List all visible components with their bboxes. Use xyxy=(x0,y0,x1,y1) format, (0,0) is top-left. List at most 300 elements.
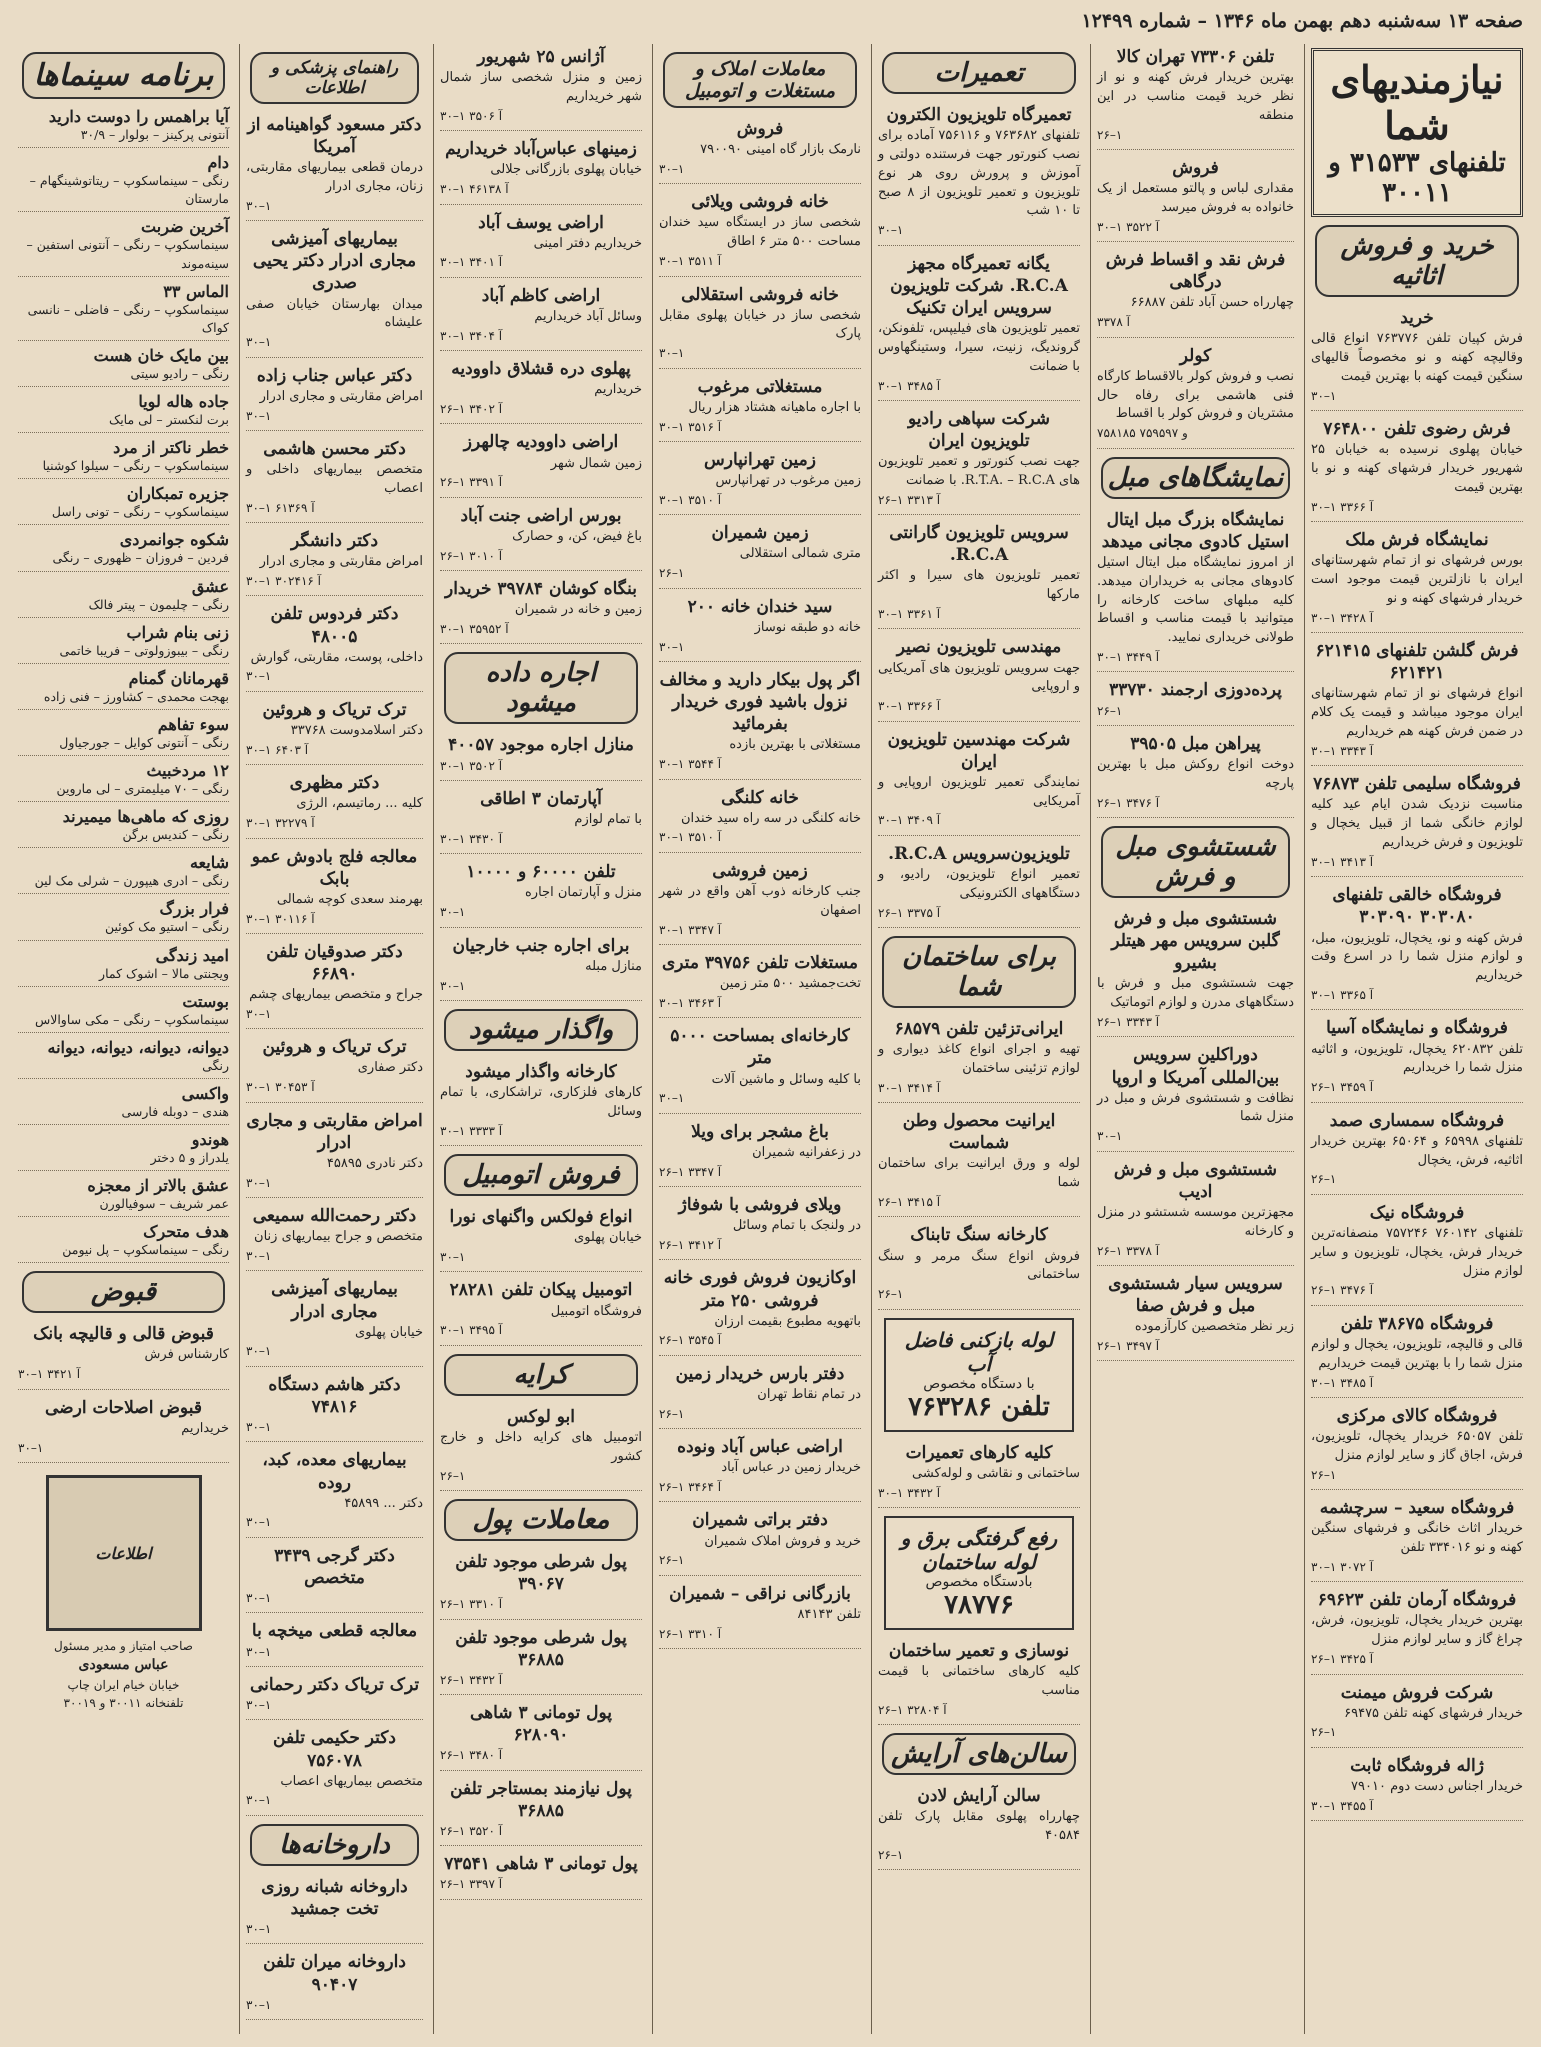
ad-code: ۲۶–۱ xyxy=(659,1406,685,1421)
classified-ad xyxy=(659,447,861,515)
ad-body: از امروز نمایشگاه مبل ایتال استیل کادوهای مجانی به خریداران میدهد. کلیه مبلهای ساخت کارخانه را میتوانید با قیمت مناسب و اقساط طولانی خریداری نمایید. xyxy=(1097,554,1294,646)
classified-ad xyxy=(246,601,423,691)
film-title: سوء تفاهم xyxy=(157,714,229,734)
ad-code: ۳۰–۱ xyxy=(1097,1129,1123,1144)
ad-headline: اوکازیون فروش فوری خانه فروشی ۲۵۰ متر xyxy=(663,1268,857,1311)
ad-code: ۳۰–۱ آ ۳۰۲۴۱۶ xyxy=(246,574,321,589)
ad-headline: دکتر عباس جناب زاده xyxy=(256,365,413,386)
ad-code: ۲۶–۱ آ ۳۴۹۷ xyxy=(1097,1339,1160,1353)
classified-ad xyxy=(659,950,861,1018)
ad-code: ۲۶–۱ آ ۳۳۷۵ xyxy=(878,905,941,920)
classified-ad xyxy=(878,1638,1080,1725)
classified-ad xyxy=(1311,882,1523,1010)
ad-body: خیابان پهلوی xyxy=(574,1230,642,1246)
ad-body: دوخت انواع روکش مبل با بهترین پارچه xyxy=(1097,757,1294,791)
ad-code: ۲۶–۱ آ ۳۴۱۵ xyxy=(878,1195,941,1210)
film-details: برت لنکستر – لی مایک xyxy=(109,412,229,427)
ad-body: خریدار اثاث خانگی و فرشهای سنگین کهنه و نو ۳۳۴۰۱۶ تلفن xyxy=(1311,1521,1523,1556)
ad-headline: معالجه قطعی میخچه با xyxy=(251,1621,418,1642)
ad-code: ۳۰–۱ xyxy=(246,669,272,684)
classified-ad xyxy=(878,1222,1080,1309)
ad-code: ۳۰–۱ آ ۶۱۳۶۹ xyxy=(246,500,315,515)
ad-body: بورس فرشهای نو از تمام شهرستانهای ایران با نازلترین قیمت موجود است خریدار فرشهای کهنه و نو xyxy=(1311,553,1523,606)
classified-ad xyxy=(440,859,642,927)
film-title: شایعه xyxy=(189,853,229,873)
imprint xyxy=(18,1637,229,1712)
ad-code: ۳۰–۱ آ ۳۳۴۳ xyxy=(1311,743,1374,758)
ad-headline: سالن آرایش لادن xyxy=(917,1786,1041,1807)
ad-code: ۲۶–۱ آ ۳۴۰۲ xyxy=(440,402,503,417)
ad-code: ۳۰–۱ آ ۳۳۳۳ xyxy=(440,1123,503,1138)
ad-code: ۳۰–۱ xyxy=(878,223,904,238)
classified-ad xyxy=(440,356,642,424)
cinema-listing xyxy=(18,853,229,894)
ad-code: ۳۰–۱ آ ۳۳۶۵ xyxy=(1311,988,1374,1003)
film-details: سینماسکوپ – رنگی – تونی راسل xyxy=(51,504,229,520)
cinema-listing xyxy=(18,392,229,433)
column-real-estate xyxy=(652,44,867,2034)
film-title: هوندو xyxy=(191,1130,229,1149)
ad-code: ۳۰–۱ xyxy=(246,1344,272,1359)
ad-code: ۲۶–۱ xyxy=(1311,1172,1337,1187)
ad-headline: فرش گلشن تلفنهای ۶۲۱۴۱۵ ۶۲۱۴۲۱ xyxy=(1315,641,1519,684)
cinema-list xyxy=(18,107,229,1263)
cinema-listing xyxy=(18,153,229,212)
section-banner-cleaning: شستشوی مبل و فرش xyxy=(1101,826,1290,898)
ad-body: داخلی، پوست، مقاربتی، گوارش xyxy=(250,649,423,665)
ad-body: تلفن ۶۲۰۸۳۲ یخچال، تلویزیون، و اثاثیه منزل شما را خریداریم xyxy=(1311,1041,1523,1076)
film-details: یلدراز و ۵ دختر xyxy=(150,1150,229,1165)
section-banner-pharmacy: داروخانه‌ها xyxy=(250,1824,419,1866)
classified-ad xyxy=(246,1874,423,1945)
ad-code: ۳۰–۱ آ ۳۳۶۱ xyxy=(878,607,941,622)
ad-body: تلفنهای ۶۵۹۹۸ و ۶۵۰۶۴ بهترین خریدار اثاثیه، فرش، یخچال xyxy=(1311,1133,1524,1168)
classified-ad xyxy=(1097,677,1294,725)
ad-code: ۲۶–۱ آ ۳۳۷۸ xyxy=(1097,1243,1160,1258)
film-details: رنگی – رادیو سیتی xyxy=(130,365,229,381)
ad-headline: فروش xyxy=(1172,158,1219,179)
ad-headline: فروشگاه سمساری صمد xyxy=(1329,1110,1505,1131)
cinema-listing xyxy=(18,807,229,848)
classified-ad xyxy=(878,1016,1080,1103)
box-ad-subline: با دستگاه مخصوص xyxy=(923,1375,1035,1392)
ad-code: ۳۰–۱ xyxy=(246,1420,272,1435)
ad-code: ۳۰–۱ آ ۳۵۲۲ xyxy=(1097,219,1160,234)
film-title: عشق بالاتر از معجزه xyxy=(87,1176,229,1196)
classified-ad xyxy=(659,1361,861,1429)
ad-body: خریداریم xyxy=(181,1420,229,1436)
ad-code: ۳۰–۱ xyxy=(246,408,272,423)
ad-headline: نوسازی و تعمیر ساختمان xyxy=(888,1640,1070,1661)
ad-headline: آپارتمان ۳ اطاقی xyxy=(480,788,602,809)
ad-body: فروش انواع سنگ مرمر و سنگ ساختمانی xyxy=(878,1248,1080,1283)
ad-body: تعمیر انواع تلویزیون، رادیو، و دستگاههای الکترونیکی xyxy=(878,866,1080,901)
ad-code: ۲۶–۱ xyxy=(659,566,685,581)
classifieds-masthead xyxy=(1311,48,1523,217)
cinema-listing xyxy=(18,1084,229,1125)
ad-code: ۳۰–۱ آ ۳۵۴۴ xyxy=(659,757,722,772)
imprint-line: عباس مسعودی xyxy=(78,1657,169,1674)
cinema-listing xyxy=(18,1222,229,1263)
ad-code: ۲۶–۱ آ ۳۳۱۰ xyxy=(440,1597,503,1612)
film-title: ۱۲ مردخبیث xyxy=(146,761,229,780)
ad-code: ۳۰–۱ آ ۳۴۸۵ xyxy=(1311,1375,1374,1390)
ad-headline: تلفن ۶۰۰۰۰ و ۱۰۰۰۰ xyxy=(466,862,616,883)
ad-headline: اراضی داوودیه چالهرز xyxy=(463,432,619,453)
film-title: جزیره تمبکاران xyxy=(126,484,229,504)
classified-ad xyxy=(659,1192,861,1260)
ad-headline: کلیه کارهای تعمیرات xyxy=(905,1442,1053,1463)
ad-headline: شرکت مهندسین تلویزیون ایران xyxy=(887,729,1071,772)
ad-headline: دکتر حکیمی تلفن ۷۵۶۰۷۸ xyxy=(273,1728,396,1771)
ad-body: کارشناس فرش xyxy=(144,1347,229,1363)
cinema-listing xyxy=(18,107,229,148)
classified-ad xyxy=(659,594,861,662)
cinema-listing xyxy=(18,761,229,802)
ad-body: نارمک بازار گاه امینی ۷۹۰۰۹۰ xyxy=(700,142,861,158)
cinema-listing xyxy=(18,899,229,940)
ad-headline: بورس اراضی جنت آباد xyxy=(460,505,622,526)
ad-code: ۳۰–۱ xyxy=(659,639,685,654)
ad-code: ۲۶–۱ آ ۳۴۶۴ xyxy=(659,1480,722,1495)
ad-code: ۳۰–۱ xyxy=(18,1440,44,1455)
ad-body: در ولنجک با تمام وسائل xyxy=(732,1218,861,1234)
section-banner-furniture: خرید و فروش اثاثیه xyxy=(1315,225,1519,297)
column-classifieds-title xyxy=(1304,44,1529,2034)
ad-code: ۳۰–۱ xyxy=(246,1698,272,1713)
ad-list xyxy=(1097,507,1294,818)
film-details: رنگی – استیو مک کوئین xyxy=(105,919,229,935)
section-banner-furniture-shows: نمایشگاهای مبل xyxy=(1101,457,1290,499)
ad-body: جهت سرویس تلویزیون های آمریکایی و اروپایی xyxy=(878,660,1080,695)
ad-headline: فرش رضوی تلفن ۷۶۴۸۰۰ xyxy=(1323,419,1511,440)
ad-list xyxy=(1097,906,1294,1361)
ad-body: ساختمانی و نقاشی و لوله‌کشی xyxy=(912,1465,1080,1481)
ad-body: بهترین خریدار یخچال، تلویزیون، فرش، چراغ گاز و سایر لوازم منزل xyxy=(1311,1613,1523,1648)
page-folio: صفحه ۱۳ سه‌شنبه دهم بهمن ماه ۱۳۴۶ – شماره ۱۲۴۹۹ xyxy=(1081,10,1523,32)
box-ad-phone: ۷۸۷۷۶ xyxy=(944,1589,1014,1620)
ad-body: کارهای فلزکاری، تراشکاری، با تمام وسائل xyxy=(440,1085,642,1119)
ad-headline: بنگاه کوشان ۳۹۷۸۴ خریدار xyxy=(444,579,638,600)
ad-body: لوله و ورق ایرانیت برای ساختمان شما xyxy=(878,1156,1080,1191)
classified-ad xyxy=(246,1543,423,1614)
cinema-listing xyxy=(18,217,229,276)
ad-list xyxy=(246,112,423,1816)
cinema-listing xyxy=(18,992,229,1033)
ad-body: تلفنهای ۷۶۰۱۴۲ ۷۵۷۲۴۶ منصفانه‌ترین خریدار فرش، یخچال، تلویزیون و سایر لوازم منزل xyxy=(1311,1225,1523,1279)
ad-body: زمین و منزل شخصی ساز شمال شهر خریداریم xyxy=(440,70,642,104)
ad-body: خانه دو طبقه نوساز xyxy=(754,619,861,635)
classified-ad xyxy=(440,933,642,1001)
ad-body: تهیه و اجرای انواع کاغذ دیواری و لوازم تزئینی ساختمان xyxy=(878,1042,1080,1076)
ad-code: ۳۰–۱ xyxy=(246,1997,272,2012)
classified-ad xyxy=(1311,1200,1523,1306)
ad-headline: دکتر دانشگر xyxy=(290,531,379,552)
ad-body: زمین شمال شهر xyxy=(550,455,642,471)
ad-headline: زمین شمیران xyxy=(711,523,809,544)
classified-ad xyxy=(440,1204,642,1272)
ad-headline: سرویس تلویزیون گارانتی R.C.A. xyxy=(889,523,1069,566)
ad-code: ۳۰–۱ xyxy=(246,1515,272,1530)
cinema-listing xyxy=(18,577,229,618)
classified-ad xyxy=(659,1119,861,1187)
ad-headline: سرویس سیار شستشوی مبل و فرش صفا xyxy=(1108,1273,1283,1317)
ad-code: ۳۰–۱ xyxy=(440,978,466,993)
ad-code: ۲۶–۱ آ ۳۳۴۳ xyxy=(1097,1015,1160,1030)
section-banner-rent: اجاره داده میشود xyxy=(444,652,638,724)
section-banner-repairs: تعمیرات xyxy=(882,52,1076,94)
classified-ad xyxy=(246,939,423,1029)
film-details: رنگی – سینماسکوپ – پل نیومن xyxy=(62,1242,229,1258)
classified-ad xyxy=(878,251,1080,401)
ad-code: ۳۰–۱ xyxy=(659,346,685,361)
ad-headline: اتومبیل پیکان تلفن ۲۸۲۸۱ xyxy=(449,1280,633,1301)
film-title: بین مایک خان هست xyxy=(93,345,229,365)
ad-headline: فروشگاه خالقی تلفنهای ۳۰۳۰۸۰ ۳۰۳۰۹۰ xyxy=(1332,885,1502,928)
ad-body: خریدار فرشهای کهنه تلفن ۶۹۴۷۵ xyxy=(1344,1705,1523,1721)
ad-code: ۳۰–۱ xyxy=(1311,388,1337,403)
ad-headline: خانه کلنگی xyxy=(721,787,799,808)
ad-body: خیابان پهلوی نرسیده به خیابان ۲۵ شهریور خریدار فرشهای کهنه و نو با بهترین قیمت xyxy=(1311,442,1523,495)
ad-code: ۳۰–۱ آ ۳۵۱۶ xyxy=(659,419,722,434)
cinema-listing xyxy=(18,530,229,571)
ad-body: مقداری لباس و پالتو مستعمل از یک خانواده به فروش میرسد xyxy=(1097,181,1294,215)
section-banner-transfer: واگذار میشود xyxy=(444,1009,638,1051)
ad-headline: آژانس ۲۵ شهریور xyxy=(477,47,605,67)
ad-headline: فروشگاه سعید – سرچشمه xyxy=(1319,1498,1515,1519)
ad-body: فرش کهنه و نو، یخچال، تلویزیون، مبل، و لوازم منزل شما را در اسرع وقت خریداریم xyxy=(1311,930,1523,984)
ad-body: بهرمند سعدی کوچه شمالی xyxy=(276,891,423,907)
ad-headline: فرش نقد و اقساط فرش درگاهی xyxy=(1105,250,1286,293)
classified-ad xyxy=(878,1108,1080,1217)
ad-headline: ترک تریاک و هروئین xyxy=(262,1037,407,1058)
cinema-listing xyxy=(18,669,229,710)
ad-body: تخت‌جمشید ۵۰۰ متر زمین xyxy=(719,976,861,992)
ad-body: شخصی ساز در خیابان پهلوی مقابل پارک xyxy=(659,307,861,342)
ad-body: خرید و فروش املاک شمیران xyxy=(704,1533,861,1549)
classified-ad xyxy=(440,1549,642,1620)
film-title: آیا براهمس را دوست دارید xyxy=(48,107,229,126)
ad-headline: شستشوی مبل و فرش گلبن سرویس مهر هیتلر بشیرو xyxy=(1111,909,1280,974)
ad-list xyxy=(878,1016,1080,1310)
ad-code: ۳۰–۱ آ ۳۴۹۵ xyxy=(440,1323,503,1338)
classified-ad xyxy=(246,363,423,431)
ad-list xyxy=(440,1059,642,1146)
ad-code: ۳۰–۱ xyxy=(246,1793,272,1808)
ad-code: ۲۶–۱ آ ۳۴۷۶ xyxy=(1311,1283,1374,1298)
ad-headline: شرکت فروش میمنت xyxy=(1340,1682,1494,1703)
ad-list xyxy=(440,1404,642,1491)
ad-code: ۲۶–۱ آ ۳۴۵۹ xyxy=(1311,1080,1374,1095)
classified-ad xyxy=(1097,1271,1294,1361)
cinema-listing xyxy=(18,282,229,341)
ad-headline: برای اجاره جنب خارجیان xyxy=(452,935,630,956)
ad-body: خیابان پهلوی بازرگانی جلالی xyxy=(490,162,642,178)
classified-ad xyxy=(1097,44,1294,150)
ad-list xyxy=(878,1440,1080,1508)
ad-list xyxy=(246,1874,423,2020)
classifieds-title: نیازمندیهای شما xyxy=(1330,57,1504,148)
ad-code: ۳۰–۱ آ ۶۴۰۳ xyxy=(246,742,309,757)
classified-ad xyxy=(246,528,423,596)
section-banner-building: برای ساختمان شما xyxy=(882,936,1076,1008)
ad-body: انواع فرشهای نو از تمام شهرستانهای ایران موجود میباشد و قیمت یک کلام در ضمن فرش کهنه هم خریداریم xyxy=(1311,686,1523,740)
ad-headline: پیراهن مبل ۳۹۵۰۵ xyxy=(1130,733,1261,754)
film-title: دام xyxy=(207,153,229,173)
ad-headline: دکتر گرجی ۳۴۳۹ متخصص xyxy=(274,1545,395,1588)
ad-body: چهارراه پهلوی مقابل پارک تلفن ۴۰۵۸۴ xyxy=(878,1809,1080,1844)
ad-code: ۲۶–۱ xyxy=(1097,703,1123,718)
ad-body: فروشگاه اتومبیل xyxy=(550,1303,642,1319)
ad-body: باتهویه مطبوع بقیمت ارزان xyxy=(714,1313,861,1329)
ad-headline: مستغلاتی مرغوب xyxy=(697,376,823,397)
classified-ad xyxy=(246,1203,423,1271)
classified-ad xyxy=(659,1507,861,1575)
classified-ad xyxy=(18,1395,229,1463)
ad-body: شخصی ساز در ایستگاه سید خندان مساحت ۵۰۰ متر ۶ اطاق xyxy=(659,215,861,250)
ad-code: ۳۰–۱ آ ۳۵۱۱ xyxy=(659,254,722,269)
ad-body: درمان قطعی بیماریهای مقاربتی، زنان، مجاری ادرار xyxy=(246,160,423,195)
ad-body: منازل مبله xyxy=(585,958,642,974)
classified-ad xyxy=(246,1276,423,1366)
ad-headline: دکتر مظهری xyxy=(289,773,380,794)
ad-headline: منازل اجاره موجود ۴۰۰۵۷ xyxy=(448,735,634,756)
imprint-line: تلفنخانه ۳۰۰۱۱ و ۳۰۰۱۹ xyxy=(63,1696,184,1711)
column-medical xyxy=(239,44,429,2034)
film-title: آخرین ضربت xyxy=(141,217,229,237)
ad-code: ۳۰–۱ آ ۳۴۲۸ xyxy=(1311,610,1374,625)
film-details: رنگی – ۷۰ میلیمتری – لی ماروین xyxy=(56,781,229,796)
film-details: ویجنتی مالا – اشوک کمار xyxy=(99,965,229,981)
ad-headline: کارخانه سنگ تابناک xyxy=(910,1225,1048,1246)
cinema-listing xyxy=(18,946,229,987)
ad-code: ۳۰–۱ آ ۳۴۲۱ xyxy=(18,1367,81,1382)
ad-headline: فروشگاه سلیمی تلفن ۷۶۸۷۳ xyxy=(1313,774,1521,795)
publisher-logo: اطلاعات xyxy=(46,1475,202,1631)
ad-body: امراض مقاربتی و مجاری ادرار xyxy=(259,388,423,404)
ad-headline: مستغلات تلفن ۳۹۷۵۶ متری xyxy=(662,953,858,973)
ad-code: ۳۰–۱ آ ۴۶۱۳۸ xyxy=(440,182,509,197)
classified-ad xyxy=(1311,1015,1523,1102)
ad-headline: دکتر صدوقیان تلفن ۶۶۸۹۰ xyxy=(266,941,403,985)
ad-code: ۲۶–۱ آ ۳۰۱۰ xyxy=(440,548,503,563)
film-title: واکسی xyxy=(181,1083,229,1103)
classified-ad xyxy=(1311,1753,1523,1821)
ad-body: میدان بهارستان خیابان صفی علیشاه xyxy=(246,296,423,331)
ad-code: ۳۰–۱ آ ۳۰۴۵۳ xyxy=(246,1080,315,1095)
section-banner-real-estate: معاملات املاک و مستغلات و اتومبیل xyxy=(663,52,857,108)
ad-code: ۳۰–۱ آ ۳۴۳۲ xyxy=(878,1485,941,1500)
ad-headline: سید خندان خانه ۲۰۰ xyxy=(687,596,833,617)
film-details: هندی – دوبله فارسی xyxy=(121,1103,229,1119)
cinema-title: برنامه سینماها xyxy=(22,52,225,99)
ad-list xyxy=(878,1783,1080,1870)
film-details: رنگی – آنتونی کوایل – جورجیاول xyxy=(59,734,229,750)
ad-body: منزل و آپارتمان اجاره xyxy=(525,885,642,901)
classified-ad xyxy=(440,1404,642,1491)
ad-code: ۲۶–۱ xyxy=(440,1468,466,1483)
column-cinema xyxy=(12,44,235,2034)
film-title: امید زندگی xyxy=(155,945,229,965)
ad-headline: دکتر فردوس تلفن ۴۸۰۰۵ xyxy=(270,604,399,647)
ad-headline: دکتر هاشم دستگاه ۷۴۸۱۶ xyxy=(268,1374,401,1417)
ad-headline: خانه فروشی استقلالی xyxy=(681,284,839,305)
film-details: عمر شریف – سوفیالورن xyxy=(99,1196,229,1212)
cinema-listing xyxy=(18,438,229,479)
classified-ad xyxy=(878,727,1080,836)
column-repairs xyxy=(871,44,1086,2034)
ad-headline: تلفن ۷۳۳۰۶ تهران کالا xyxy=(1116,47,1275,67)
ad-headline: کولر xyxy=(1179,345,1212,366)
ad-headline: باغ مشجر برای ویلا xyxy=(691,1121,829,1142)
ad-code: ۲۶–۱ آ ۳۲۸۰۴ xyxy=(878,1702,947,1717)
ad-code: ۲۶–۱ آ ۳۳۱۰ xyxy=(659,1626,722,1641)
ad-body: تلفن ۶۵۰۵۷ خریدار یخچال، تلویزیون، فرش، اجاق گاز و سایر لوازم منزل xyxy=(1311,1429,1524,1463)
ad-list xyxy=(878,1638,1080,1725)
classified-ad xyxy=(1097,247,1294,337)
ad-body: جراح و متخصص بیماریهای چشم xyxy=(249,987,423,1003)
film-details: سینماسکوپ – رنگی – فاضلی – نانسی کواک xyxy=(27,301,229,335)
ad-headline: اراضی کاظم آباد xyxy=(481,285,601,306)
ad-list xyxy=(659,116,861,1649)
ad-code: ۳۰–۱ xyxy=(246,1922,272,1937)
ad-code: ۳۰–۱ آ ۳۰۷۲ xyxy=(1311,1559,1374,1574)
ad-body: فرش کپیان تلفن ۷۶۳۷۷۶ انواع قالی وقالیچه کهنه و نو مخصوصاً قالیهای سنگین قیمت کهنه با بهترین قیمت xyxy=(1311,331,1523,384)
film-title: الماس ۳۳ xyxy=(163,281,229,301)
ad-body: در تمام نقاط تهران xyxy=(757,1386,861,1402)
ad-headline: پول تومانی ۳ شاهی ۶۲۸۰۹۰ xyxy=(469,1703,613,1746)
classified-ad xyxy=(246,1725,423,1815)
classified-ad xyxy=(878,634,1080,721)
ad-body: دکتر ... ۴۵۸۹۹ xyxy=(344,1495,423,1511)
classified-ad xyxy=(878,520,1080,629)
section-banner-money: معاملات پول xyxy=(444,1499,638,1541)
ad-headline: انواع فولکس واگنهای نورا xyxy=(449,1207,633,1228)
ad-code: ۳۰–۱ xyxy=(659,1091,685,1106)
classified-ad xyxy=(1311,305,1523,411)
box-ad-subline: بادستگاه مخصوص xyxy=(925,1573,1033,1590)
classified-ad xyxy=(659,520,861,588)
classified-ad xyxy=(1097,1157,1294,1266)
classified-ad xyxy=(1097,343,1294,449)
ad-headline: دوراکلین سرویس بین‌المللی آمریکا و اروپا xyxy=(1111,1045,1280,1088)
ad-body: کلیه ... رماتیسم، الرژی xyxy=(296,796,423,812)
ad-headline: ایرانی‌تزئین تلفن ۶۸۵۷۹ xyxy=(894,1019,1064,1040)
ad-headline: پول شرطی موجود تلفن ۳۹۰۶۷ xyxy=(455,1551,627,1595)
classified-ad xyxy=(246,844,423,934)
ad-headline: ایرانیت محصول وطن شماست xyxy=(902,1111,1056,1154)
ad-code: ۷۵۸۱۸۵ و ۷۵۹۵۹۷ xyxy=(1097,426,1188,441)
classified-ad xyxy=(1311,638,1523,766)
film-title: خطر ناکتر از مرد xyxy=(113,438,229,458)
ad-headline: اراضی یوسف آباد xyxy=(478,212,604,233)
ad-body: خریداریم دفتر امینی xyxy=(533,235,642,251)
ad-headline: دکتر محسن هاشمی xyxy=(263,438,406,459)
ad-headline: مهندسی تلویزیون نصیر xyxy=(896,637,1062,658)
ad-code: ۳۰–۱ آ ۳۵۹۵۲ xyxy=(440,622,509,637)
ad-body: جهت شستشوی مبل و فرش با دستگاههای مدرن و لوازم اتوماتیک xyxy=(1097,976,1294,1011)
ad-body: دکتر صفاری xyxy=(357,1060,423,1076)
ad-code: ۳۰–۱ آ ۳۴۳۰ xyxy=(440,831,503,846)
ad-body: خانه کلنگی در سه راه سید خندان xyxy=(680,810,861,826)
film-details: سینماسکوپ – رنگی – سیلوا کوشنیا xyxy=(42,458,229,474)
ad-headline: پهلوی دره قشلاق داوودیه xyxy=(451,359,631,380)
ad-body: دکتر نادری ۴۵۸۹۵ xyxy=(326,1155,423,1171)
classified-ad xyxy=(659,374,861,442)
ad-body: مناسبت نزدیک شدن ایام عید کلیه لوازم خانگی شما از قبیل یخچال و تلویزیون و فرش خریداریم xyxy=(1311,797,1523,851)
classified-ad xyxy=(878,1783,1080,1870)
cinema-listing xyxy=(18,1130,229,1171)
